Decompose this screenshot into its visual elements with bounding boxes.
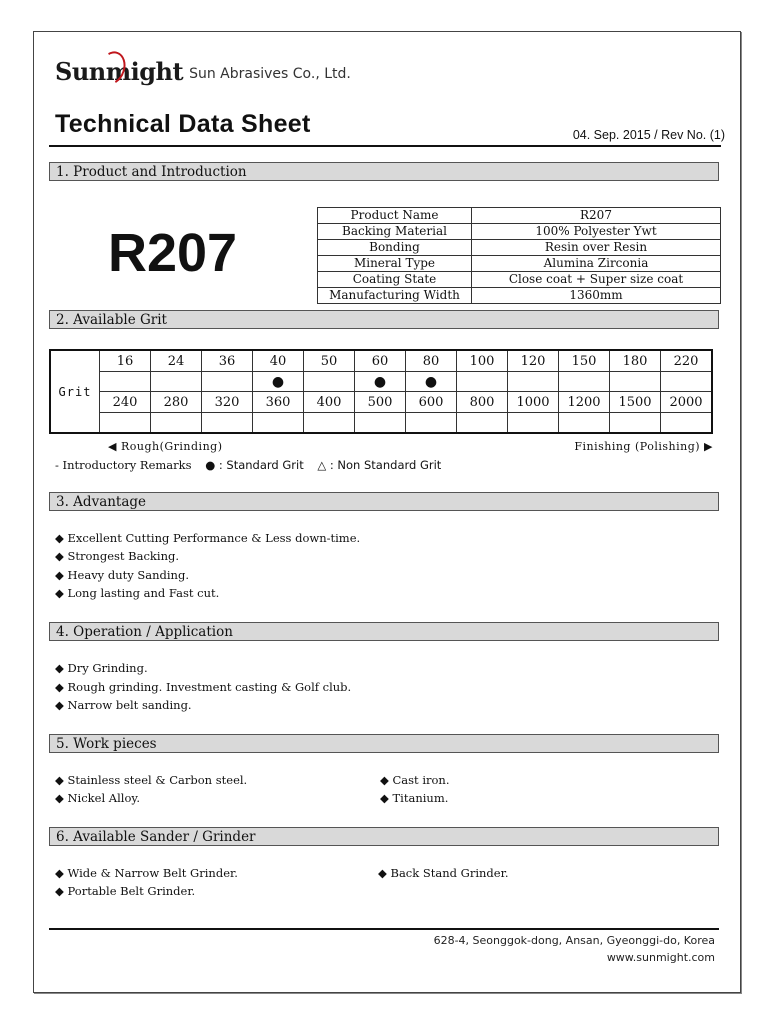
grit-value: 120 — [508, 350, 559, 372]
spec-label: Coating State — [318, 272, 472, 288]
grit-value: 16 — [100, 350, 151, 372]
grit-mark — [559, 413, 610, 434]
spec-value: R207 — [472, 208, 721, 224]
remarks-nonstandard: △ : Non Standard Grit — [317, 458, 442, 472]
grit-value: 60 — [355, 350, 406, 372]
grit-value: 280 — [151, 392, 202, 413]
grit-remarks — [55, 458, 451, 472]
spec-value: 1360mm — [472, 288, 721, 304]
list-item: ◆ Rough grinding. Investment casting & Golf club. — [55, 680, 352, 694]
spec-label: Backing Material — [318, 224, 472, 240]
spec-label: Manufacturing Width — [318, 288, 472, 304]
grit-value: 240 — [100, 392, 151, 413]
list-item: ◆ Dry Grinding. — [55, 661, 148, 675]
grit-mark — [508, 372, 559, 392]
logo-wordmark: Sunmight — [55, 56, 184, 86]
grit-mark — [100, 372, 151, 392]
grit-mark — [253, 413, 304, 434]
spec-value: Alumina Zirconia — [472, 256, 721, 272]
product-code: R207 — [108, 223, 238, 283]
grit-mark — [610, 413, 661, 434]
grit-value: 800 — [457, 392, 508, 413]
section-header-sanders: 6. Available Sander / Grinder — [49, 827, 719, 846]
spec-row — [318, 256, 721, 272]
grit-value: 50 — [304, 350, 355, 372]
spec-value: Resin over Resin — [472, 240, 721, 256]
spec-value: 100% Polyester Ywt — [472, 224, 721, 240]
spec-table — [317, 207, 721, 304]
list-item: ◆ Narrow belt sanding. — [55, 698, 192, 712]
list-item: ◆ Strongest Backing. — [55, 549, 179, 563]
grit-value: 1200 — [559, 392, 610, 413]
grit-value: 2000 — [661, 392, 713, 413]
company-logo — [55, 54, 351, 88]
section-header-advantage: 3. Advantage — [49, 492, 719, 511]
grit-value: 320 — [202, 392, 253, 413]
grit-mark — [202, 372, 253, 392]
grit-mark — [304, 372, 355, 392]
grit-table — [49, 349, 713, 434]
spec-label: Mineral Type — [318, 256, 472, 272]
grit-label: Grit — [50, 350, 100, 433]
grit-mark — [151, 413, 202, 434]
list-item: ◆ Long lasting and Fast cut. — [55, 586, 220, 600]
company-name: Sun Abrasives Co., Ltd. — [189, 66, 351, 82]
spec-value: Close coat + Super size coat — [472, 272, 721, 288]
grit-mark — [661, 413, 713, 434]
grit-mark — [202, 413, 253, 434]
grit-mark: ● — [406, 372, 457, 392]
list-item: ◆ Stainless steel & Carbon steel. — [55, 773, 248, 787]
grit-mark: ● — [355, 372, 406, 392]
date-revision: 04. Sep. 2015 / Rev No. (1) — [572, 128, 725, 142]
grit-row-fine — [50, 392, 712, 413]
grit-value: 1000 — [508, 392, 559, 413]
grit-value: 600 — [406, 392, 457, 413]
grit-value: 24 — [151, 350, 202, 372]
grit-mark: ● — [253, 372, 304, 392]
remarks-label: - Introductory Remarks — [55, 458, 192, 472]
section-header-operation: 4. Operation / Application — [49, 622, 719, 641]
grit-value: 220 — [661, 350, 713, 372]
grit-mark — [457, 372, 508, 392]
finishing-polishing-label: Finishing (Polishing) ▶ — [574, 440, 713, 453]
spec-row — [318, 272, 721, 288]
list-item: ◆ Cast iron. — [380, 773, 450, 787]
grit-mark — [355, 413, 406, 434]
grit-mark — [457, 413, 508, 434]
grit-value: 180 — [610, 350, 661, 372]
list-item: ◆ Portable Belt Grinder. — [55, 884, 196, 898]
spec-row — [318, 288, 721, 304]
grit-value: 500 — [355, 392, 406, 413]
grit-value: 40 — [253, 350, 304, 372]
section-header-grit: 2. Available Grit — [49, 310, 719, 329]
grit-mark — [559, 372, 610, 392]
list-item: ◆ Excellent Cutting Performance & Less down-time. — [55, 531, 361, 545]
list-item: ◆ Titanium. — [380, 791, 449, 805]
section-header-workpieces: 5. Work pieces — [49, 734, 719, 753]
grit-row-coarse — [50, 350, 712, 372]
list-item: ◆ Back Stand Grinder. — [378, 866, 509, 880]
grit-mark — [100, 413, 151, 434]
list-item: ◆ Nickel Alloy. — [55, 791, 140, 805]
footer-divider — [49, 928, 719, 930]
remarks-standard: ● : Standard Grit — [205, 458, 304, 472]
grit-value: 400 — [304, 392, 355, 413]
spec-row — [318, 208, 721, 224]
footer-address: 628-4, Seonggok-dong, Ansan, Gyeonggi-do, Korea — [433, 934, 715, 947]
grit-value: 36 — [202, 350, 253, 372]
grit-mark — [304, 413, 355, 434]
grit-marks-coarse — [50, 372, 712, 392]
grit-value: 100 — [457, 350, 508, 372]
grit-value: 1500 — [610, 392, 661, 413]
grit-mark — [151, 372, 202, 392]
grit-value: 360 — [253, 392, 304, 413]
list-item: ◆ Wide & Narrow Belt Grinder. — [55, 866, 238, 880]
spec-label: Product Name — [318, 208, 472, 224]
spec-label: Bonding — [318, 240, 472, 256]
grit-mark — [508, 413, 559, 434]
footer-website: www.sunmight.com — [606, 951, 715, 964]
grit-value: 150 — [559, 350, 610, 372]
grit-marks-fine — [50, 413, 712, 434]
spec-row — [318, 240, 721, 256]
grit-mark — [406, 413, 457, 434]
grit-mark — [610, 372, 661, 392]
rough-grinding-label: ◀ Rough(Grinding) — [108, 440, 223, 453]
page-title: Technical Data Sheet — [55, 110, 311, 138]
spec-row — [318, 224, 721, 240]
grit-value: 80 — [406, 350, 457, 372]
title-divider — [49, 145, 721, 147]
list-item: ◆ Heavy duty Sanding. — [55, 568, 189, 582]
grit-mark — [661, 372, 713, 392]
section-header-product: 1. Product and Introduction — [49, 162, 719, 181]
